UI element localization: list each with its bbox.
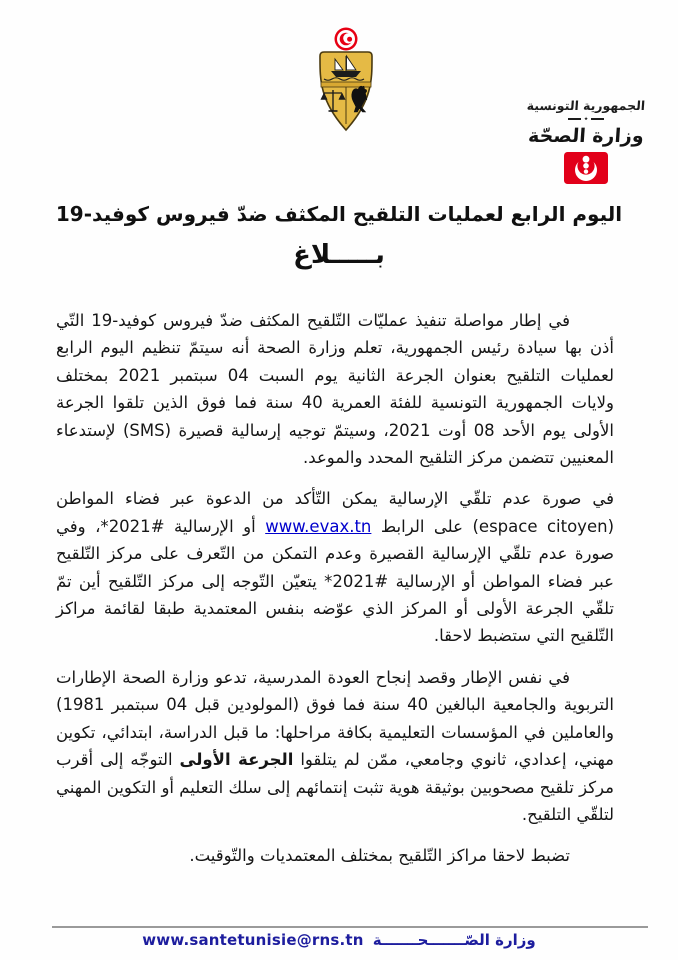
republic-calligraphy: الجمهورية التونسية	[526, 98, 646, 113]
document-body	[56, 307, 614, 884]
footer	[0, 931, 678, 949]
calligraphy-separator	[506, 114, 666, 124]
ministry-calligraphy: وزارة الصحّة	[527, 125, 645, 147]
closing-line: تضبط لاحقا مراكز التّلقيح بمختلف المعتمديات والتّوقيت.	[189, 846, 570, 866]
paragraph-3-text-end: التوجّه إلى أقرب مركز تلقيح مصحوبين بوثيقة هوية تثبت إنتمائهم إلى سلك التعليم أو التكوين المهني لتلقّي التلقيح.	[56, 750, 614, 824]
crescent-star-icon	[335, 28, 358, 51]
footer-divider	[52, 926, 648, 928]
evax-link[interactable]: www.evax.tn	[265, 516, 372, 536]
paragraph-vaccination-day: في إطار مواصلة تنفيذ عمليّات التّلقيح المكثف ضدّ فيروس كوفيد-19 التّي أذن بها سيادة رئيس الجمهورية، تعلم وزارة الصحة أنه سيتمّ تنظيم اليوم الرابع لعمليات التلقيح بعنوان الجرعة الثانية يوم السبت 04 سبتمبر 2021 بمختلف ولايات الجمهورية التونسية للفئة العمرية 40 سنة فما فوق الذين تلقوا الجرعة الأولى يوم الأحد 08 أوت 2021، وسيتمّ توجيه إرسالية قصيرة (SMS) لإستدعاء المعنيين تتضمن مركز التلقيح المحدد والموعد.	[56, 311, 614, 468]
footer-website: www.santetunisie@rns.tn	[142, 931, 364, 949]
separator-star-icon: ٭	[583, 114, 589, 123]
paragraph-education-staff	[56, 664, 614, 828]
paragraph-sms-verification	[56, 485, 614, 649]
communique-heading: بـــــلاغ	[293, 240, 385, 270]
footer-ministry-name: وزارة الصّـــــــحـــــــة	[372, 931, 536, 949]
paragraph-3-text-start: في نفس الإطار وقصد إنجاح العودة المدرسية، تدعو وزارة الصحة الإطارات التربوية والجامعية البالغين 40 سنة فما فوق (المولودين قبل 04 سبتمبر 1981) والعاملين في المؤسسات التعليمية بكافة مراحلها: ما قبل الدراسة، ابتدائي، تكوين مهني، إعدادي، ثانوي وجامعي، ممّن لم يتلقوا	[56, 667, 614, 770]
document-title: اليوم الرابع لعمليات التلقيح المكثف ضدّ فيروس كوفيد-19	[55, 202, 623, 226]
tunisia-coat-of-arms-icon	[310, 26, 382, 136]
health-ministry-logo-icon	[564, 152, 608, 184]
paragraph-2-text-before-link: في صورة عدم تلقّي الإرسالية يمكن التّأكد من الدعوة عبر فضاء المواطن (espace citoyen) على الرابط	[56, 489, 614, 536]
letterhead-right-block	[506, 98, 666, 188]
first-dose-bold-text: الجرعة الأولى	[179, 750, 294, 770]
paragraph-2-text-after-link: أو الإرسالية #2021*، وفي صورة عدم تلقّي الإرسالية القصيرة وعدم التمكن من التّعرف على مركز التّلقيح عبر فضاء المواطن أو الإرسالية #2021* يتعيّن التّوجه إلى مركز التّلقيح أين تمّ تلقّي الجرعة الأولى أو المركز الذي عوّضه بنفس المعتمدية طبقا لقائمة مراكز التّلقيح التي ستضبط لاحقا.	[56, 516, 614, 646]
shield-icon	[320, 52, 372, 130]
